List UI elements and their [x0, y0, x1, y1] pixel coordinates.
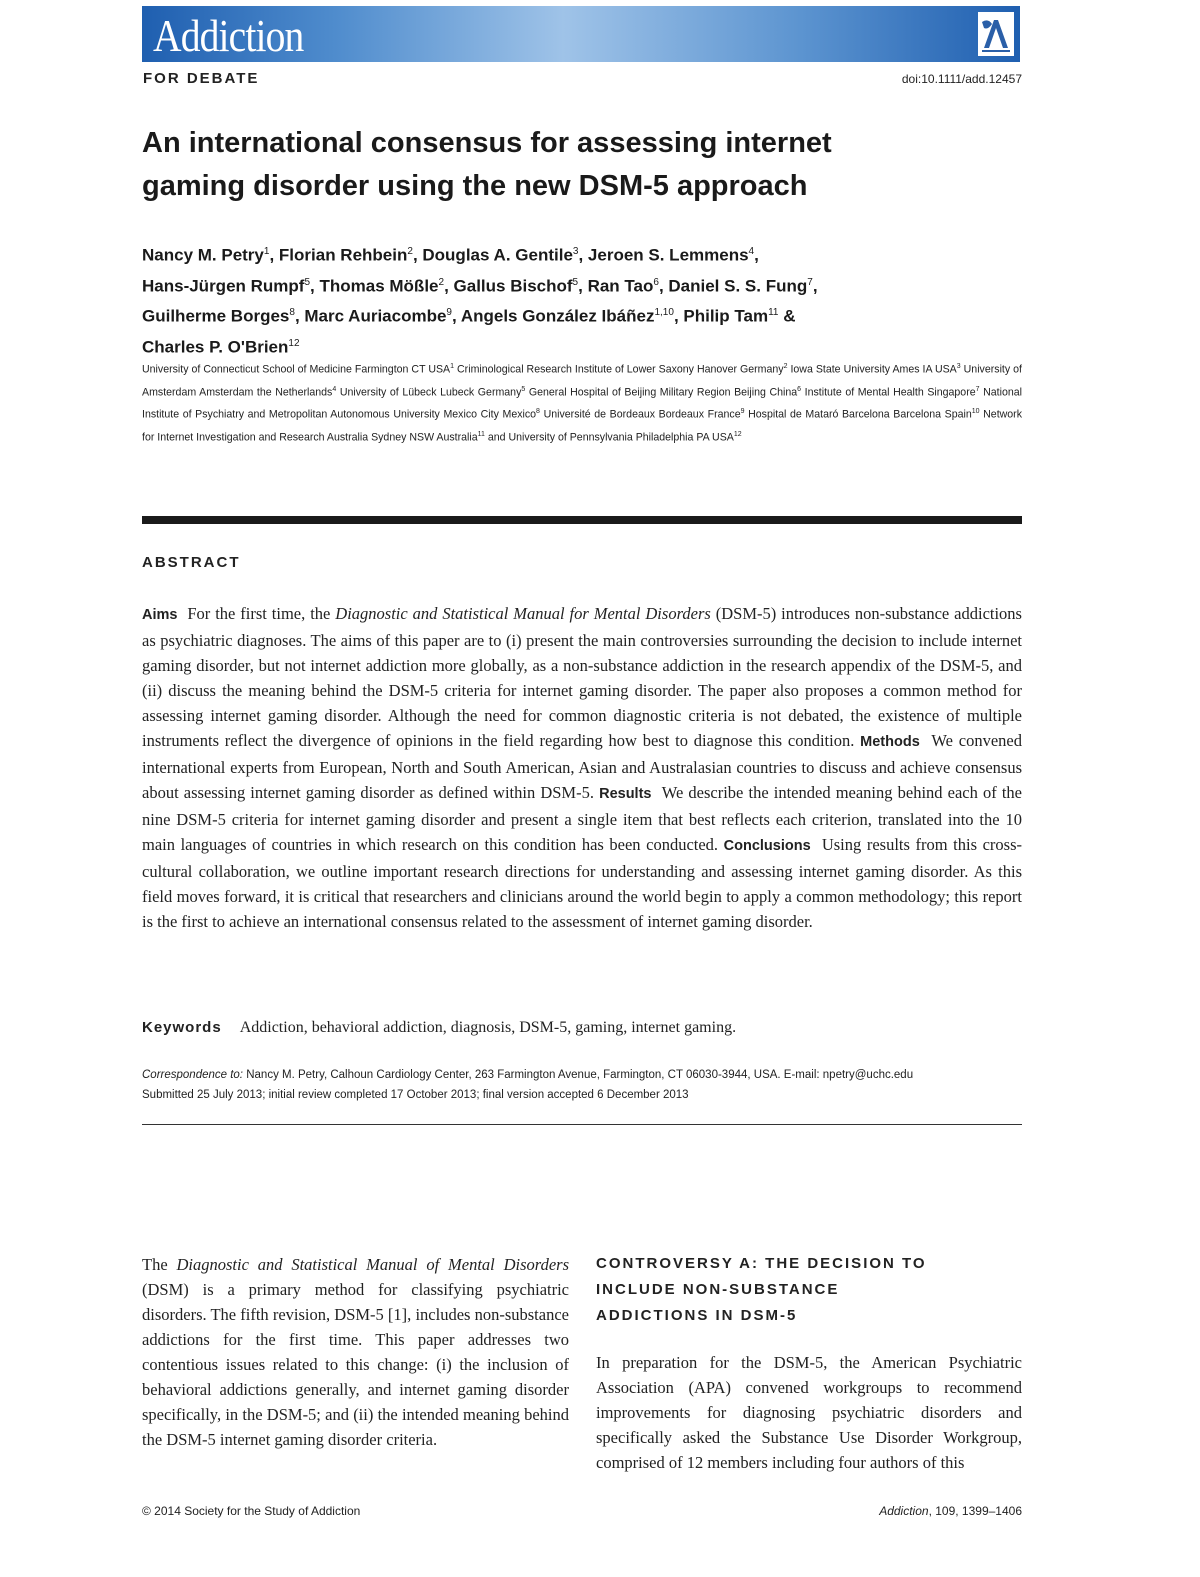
affiliation-text: Hospital de Mataró Barcelona Barcelona Spain — [748, 408, 972, 421]
affiliation-text: Iowa State University Ames IA USA — [790, 363, 957, 376]
author-name: Nancy M. Petry — [142, 245, 264, 265]
footer-volume-pages: , 109, 1399–1406 — [928, 1504, 1022, 1518]
author-separator: , — [444, 276, 454, 296]
author-affiliation-number: 1 — [263, 246, 270, 257]
author-separator: , — [812, 276, 818, 296]
title-line-2: gaming disorder using the new DSM-5 approach — [142, 170, 808, 202]
author-name: Marc Auriacombe — [304, 306, 447, 326]
affiliation-number: 2 — [783, 363, 788, 370]
body-left-column — [142, 1252, 569, 1452]
affiliation-number: 6 — [797, 385, 802, 393]
author-affiliation-number: 2 — [407, 246, 413, 257]
author-name: Ran Tao — [587, 276, 654, 296]
section-heading — [596, 1251, 1022, 1329]
affiliation-text: Université de Bordeaux Bordeaux France — [543, 408, 741, 421]
author-name: Florian Rehbein — [278, 245, 408, 265]
author-name: Jeroen S. Lemmens — [587, 245, 749, 265]
author-name: Guilherme Borges — [142, 306, 290, 326]
author-affiliation-number: 3 — [572, 246, 579, 257]
author-separator: , — [269, 245, 279, 265]
body-left-italic: Diagnostic and Statistical Manual of Mental Disorders — [176, 1255, 569, 1274]
conclusions-text: Using results from this cross-cultural collaboration, we outline important research directions for understanding and assessing internet gaming disorder. As this field moves forward, it is critical that researchers and clinicians around the world begin to apply a common methodology; this report is the first to achieve an international consensus related to the assessment of internet gaming disorder. — [142, 835, 1023, 931]
affiliation-text: University of Amsterdam Amsterdam the Netherlands — [142, 363, 1022, 399]
affiliation-number: 9 — [740, 408, 745, 416]
aims-label: Aims — [142, 607, 178, 623]
affiliation-number: 7 — [975, 385, 980, 393]
author-name: Thomas Mößle — [319, 276, 439, 296]
author-separator: , — [658, 276, 669, 296]
author-name: Hans-Jürgen Rumpf — [142, 276, 305, 296]
aims-italic: Diagnostic and Statistical Manual for Mental Disorders — [335, 604, 711, 623]
correspondence — [142, 1065, 1022, 1105]
author-affiliation-number: 8 — [289, 307, 295, 319]
author-name: Gallus Bischof — [453, 276, 573, 296]
correspondence-label: Correspondence to: — [142, 1069, 244, 1081]
section-label: FOR DEBATE — [143, 70, 260, 87]
author-separator: , — [578, 276, 588, 296]
author-list — [142, 238, 1022, 361]
keywords-text: Addiction, behavioral addiction, diagnosis, DSM-5, gaming, internet gaming. — [239, 1019, 737, 1036]
author-separator: , — [412, 245, 423, 265]
doi[interactable]: doi:10.1111/add.12457 — [901, 72, 1022, 86]
methods-text: We convened international experts from European, North and South American, Asian and Australasian countries to discuss and achieve consensus about assessing internet gaming disorder as defined within DSM-5. — [142, 731, 1022, 802]
footer-citation — [879, 1504, 1022, 1518]
submission-dates: Submitted 25 July 2013; initial review completed 17 October 2013; final version accepted 6 December 2013 — [142, 1089, 689, 1101]
methods-label: Methods — [860, 734, 920, 750]
author-affiliation-number: 2 — [438, 276, 445, 288]
author-name: Philip Tam — [683, 306, 769, 326]
affiliation-text: University of Connecticut School of Medicine Farmington CT USA — [142, 363, 451, 376]
heading-line-1: CONTROVERSY A: THE DECISION TO — [596, 1255, 927, 1272]
affiliation-text: General Hospital of Beijing Military Region Beijing China — [528, 386, 798, 399]
author-separator: , — [451, 306, 461, 326]
affiliation-number: 5 — [521, 385, 526, 393]
author-separator: , — [578, 245, 588, 265]
keywords — [142, 1019, 1022, 1037]
article-title — [142, 122, 1022, 208]
author-affiliation-number: 7 — [807, 276, 813, 288]
affiliation-number: 4 — [332, 385, 337, 393]
divider-line — [142, 1124, 1022, 1125]
affiliation-text: Institute of Mental Health Singapore — [804, 386, 976, 399]
heading-line-2: INCLUDE NON-SUBSTANCE — [596, 1281, 840, 1298]
author-separator: , — [754, 245, 759, 265]
aims-text: (DSM-5) introduces non-substance addictions as psychiatric diagnoses. The aims of this paper are to (i) present the main controversies surrounding the decision to include internet gaming disorder, but not internet addiction more globally, as a non-substance addiction in the research appendix of the DSM-5, and (ii) discuss the meaning behind the DSM-5 criteria for internet gaming disorder. The paper also proposes a common method for assessing internet gaming disorder. Although the need for common diagnostic criteria is not debated, the existence of multiple instruments reflect the divergence of opinions in the field regarding how best to diagnose this condition. — [142, 604, 1022, 750]
author-affiliation-number: 6 — [653, 276, 659, 288]
correspondence-text: Nancy M. Petry, Calhoun Cardiology Center, 263 Farmington Avenue, Farmington, CT 06030-3944, USA. E-mail: npetry@uchc.edu — [246, 1069, 914, 1081]
affiliation-text: Criminological Research Institute of Lower Saxony Hanover Germany — [457, 363, 784, 376]
affiliation-number: 11 — [477, 430, 485, 438]
section-divider — [142, 516, 1022, 524]
author-separator: , — [310, 276, 320, 296]
abstract-heading: ABSTRACT — [142, 554, 241, 571]
author-separator: , — [294, 306, 305, 326]
results-label: Results — [599, 786, 652, 802]
publisher-logo-icon — [978, 12, 1014, 56]
aims-pre: For the first time, the — [187, 604, 336, 623]
results-text: We describe the intended meaning behind each of the nine DSM-5 criteria for internet gaming disorder and present a single item that best reflects each criterion, translated into the 10 main languages of countries in which research on this condition has been conducted. — [142, 783, 1022, 854]
title-line-1: An international consensus for assessing internet — [142, 127, 832, 159]
author-name: Angels González Ibáñez — [460, 306, 655, 326]
heading-line-3: ADDICTIONS IN DSM-5 — [596, 1307, 798, 1324]
affiliation-text: Network for Internet Investigation and Research Australia Sydney NSW Australia — [142, 408, 1023, 444]
author-affiliation-number: 1,10 — [654, 307, 674, 319]
affiliation-text: University of Lübeck Lubeck Germany — [339, 386, 522, 399]
author-separator: , — [673, 306, 684, 326]
author-name: Douglas A. Gentile — [422, 245, 573, 265]
body-right-column: In preparation for the DSM-5, the American Psychiatric Association (APA) convened workgroups to recommend improvements for diagnosing psychiatric disorders and specifically asked the Substance Use Disorder Workgroup, comprised of 12 members including four authors of this — [596, 1353, 1022, 1472]
body-left-pre: The — [142, 1255, 177, 1274]
affiliation-text: and University of Pennsylvania Philadelphia PA USA — [487, 431, 734, 444]
author-name: Charles P. O'Brien — [142, 337, 289, 357]
footer-copyright: © 2014 Society for the Study of Addiction — [142, 1504, 361, 1518]
author-affiliation-number: 11 — [768, 307, 779, 319]
author-name: Daniel S. S. Fung — [668, 276, 808, 296]
affiliation-text: National Institute of Psychiatry and Metropolitan Autonomous University Mexico City Mexico — [142, 386, 1022, 421]
affiliation-list — [142, 357, 1022, 447]
author-affiliation-number: 4 — [748, 246, 755, 257]
keywords-label: Keywords — [142, 1019, 222, 1036]
affiliation-number: 12 — [733, 430, 742, 438]
journal-name: Addiction — [153, 10, 304, 61]
author-affiliation-number: 5 — [572, 276, 579, 288]
affiliation-number: 1 — [450, 363, 455, 370]
abstract-text — [142, 601, 1022, 934]
footer-journal: Addiction — [879, 1504, 929, 1518]
author-separator: & — [778, 306, 796, 326]
affiliation-number: 10 — [971, 408, 980, 416]
author-affiliation-number: 12 — [288, 337, 300, 349]
affiliation-number: 8 — [536, 408, 540, 416]
author-affiliation-number: 5 — [304, 276, 311, 288]
body-left-text: (DSM) is a primary method for classifying psychiatric disorders. The fifth revision, DSM-5 [1], includes non-substance addictions for the first time. This paper addresses two contentious issues related to this change: (i) the inclusion of behavioral addictions generally, and internet gaming disorder specifically, in the DSM-5; and (ii) the intended meaning behind the DSM-5 internet gaming disorder criteria. — [142, 1280, 569, 1449]
conclusions-label: Conclusions — [723, 838, 811, 854]
affiliation-number: 3 — [956, 363, 961, 370]
author-affiliation-number: 9 — [446, 307, 452, 319]
